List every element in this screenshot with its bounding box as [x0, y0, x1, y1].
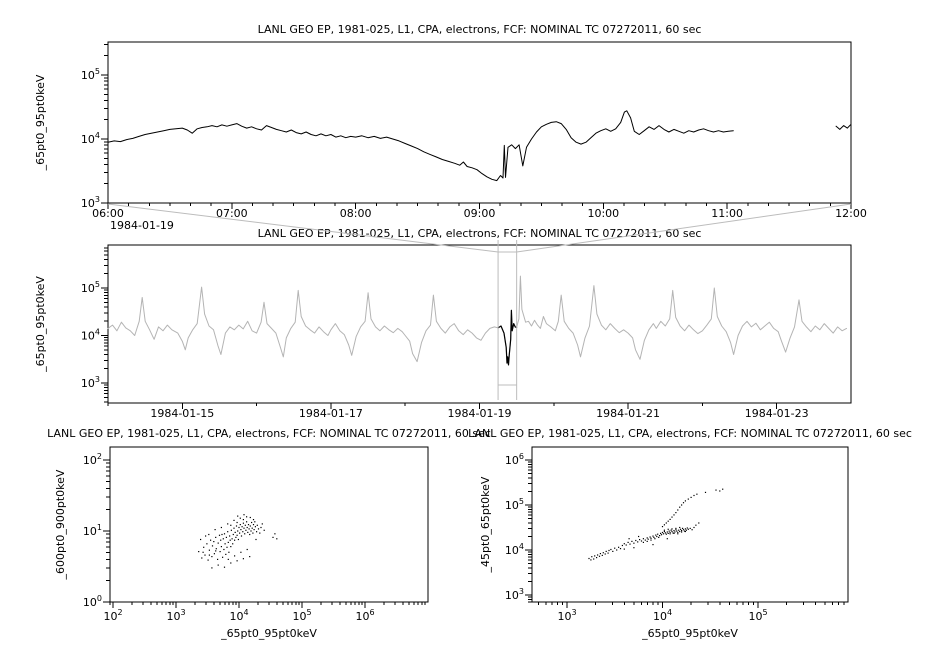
- panel-title: LANL GEO EP, 1981-025, L1, CPA, electrons, FCF: NOMINAL TC 07272011, 60 sec: [257, 23, 702, 36]
- highlighted-trace: [498, 310, 516, 365]
- context-highlight-box[interactable]: [498, 240, 517, 400]
- y-tick-label: $10^2$: [82, 452, 102, 467]
- data-trace: [108, 111, 733, 181]
- scatter-points: [588, 489, 723, 561]
- x-tick-label: 1984-01-15: [150, 407, 215, 420]
- y-axis-label: _45pt0_65pt0keV: [479, 476, 492, 573]
- x-tick-label: 11:00: [711, 207, 744, 220]
- x-tick-label: $10^4$: [652, 608, 673, 623]
- y-tick-label: $10^6$: [504, 452, 524, 467]
- x-axis-label: _65pt0_95pt0keV: [221, 627, 317, 640]
- panel-title: LANL GEO EP, 1981-025, L1, CPA, electrons, FCF: NOMINAL TC 07272011, 60 sec: [257, 227, 702, 240]
- x-tick-label: 10:00: [587, 207, 620, 220]
- x-tick-label: $10^2$: [103, 608, 123, 623]
- y-tick-label: $10^4$: [80, 327, 100, 343]
- y-axis-ticks: [525, 460, 532, 602]
- y-tick-label: $10^3$: [504, 587, 524, 602]
- panel-scatter-45-65[interactable]: [468, 427, 912, 640]
- x-tick-label: 07:00: [215, 207, 248, 220]
- plot-frame[interactable]: [108, 245, 851, 403]
- x-axis-ticks: [538, 602, 844, 608]
- panel-zoom-timeseries[interactable]: [34, 23, 867, 232]
- x-axis-ticks: [110, 602, 425, 608]
- x-tick-label: 1984-01-17: [298, 407, 363, 420]
- y-tick-label: $10^1$: [82, 523, 102, 538]
- x-tick-label: 12:00: [835, 207, 867, 220]
- y-tick-label: $10^4$: [80, 131, 100, 146]
- data-trace: [108, 276, 847, 365]
- plot-frame[interactable]: [110, 447, 428, 602]
- x-tick-label: $10^3$: [557, 608, 577, 623]
- y-axis-label: _65pt0_95pt0keV: [34, 74, 47, 171]
- y-axis-ticks: [101, 44, 108, 203]
- panel-scatter-600-900[interactable]: [47, 427, 491, 640]
- panel-title: LANL GEO EP, 1981-025, L1, CPA, electrons, FCF: NOMINAL TC 07272011, 60 sec: [468, 427, 912, 440]
- date-label: 1984-01-19: [110, 219, 174, 232]
- scatter-points: [198, 514, 277, 568]
- x-tick-label: 06:00: [92, 207, 124, 220]
- x-tick-label: 1984-01-21: [596, 407, 661, 420]
- y-tick-label: $10^3$: [80, 195, 100, 210]
- plot-frame[interactable]: [108, 42, 851, 203]
- y-tick-label: $10^5$: [504, 497, 524, 512]
- y-axis-label: _65pt0_95pt0keV: [34, 276, 47, 372]
- x-tick-label: $10^5$: [292, 608, 312, 623]
- y-tick-label: $10^0$: [82, 594, 102, 609]
- data-trace: [836, 124, 851, 129]
- x-tick-label: 1984-01-19: [447, 407, 512, 420]
- x-tick-label: 1984-01-23: [744, 407, 809, 420]
- x-tick-label: $10^6$: [355, 608, 375, 623]
- y-axis-ticks: [103, 460, 110, 602]
- y-tick-label: $10^4$: [504, 542, 524, 557]
- y-tick-label: $10^5$: [80, 67, 100, 82]
- x-tick-label: $10^5$: [748, 608, 768, 623]
- x-tick-label: $10^3$: [166, 608, 186, 623]
- x-tick-label: $10^4$: [229, 608, 249, 623]
- plot-frame[interactable]: [532, 447, 848, 602]
- x-tick-label: 08:00: [339, 207, 372, 220]
- x-axis-label: _65pt0_95pt0keV: [642, 627, 738, 640]
- panel-title: LANL GEO EP, 1981-025, L1, CPA, electrons, FCF: NOMINAL TC 07272011, 60 sec: [47, 427, 491, 440]
- x-tick-label: 09:00: [463, 207, 496, 220]
- y-axis-label: _600pt0_900pt0keV: [54, 469, 67, 580]
- y-tick-label: $10^3$: [80, 375, 100, 390]
- y-axis-ticks: [101, 248, 108, 402]
- y-tick-label: $10^5$: [80, 280, 100, 295]
- panel-context-timeseries[interactable]: [34, 204, 851, 420]
